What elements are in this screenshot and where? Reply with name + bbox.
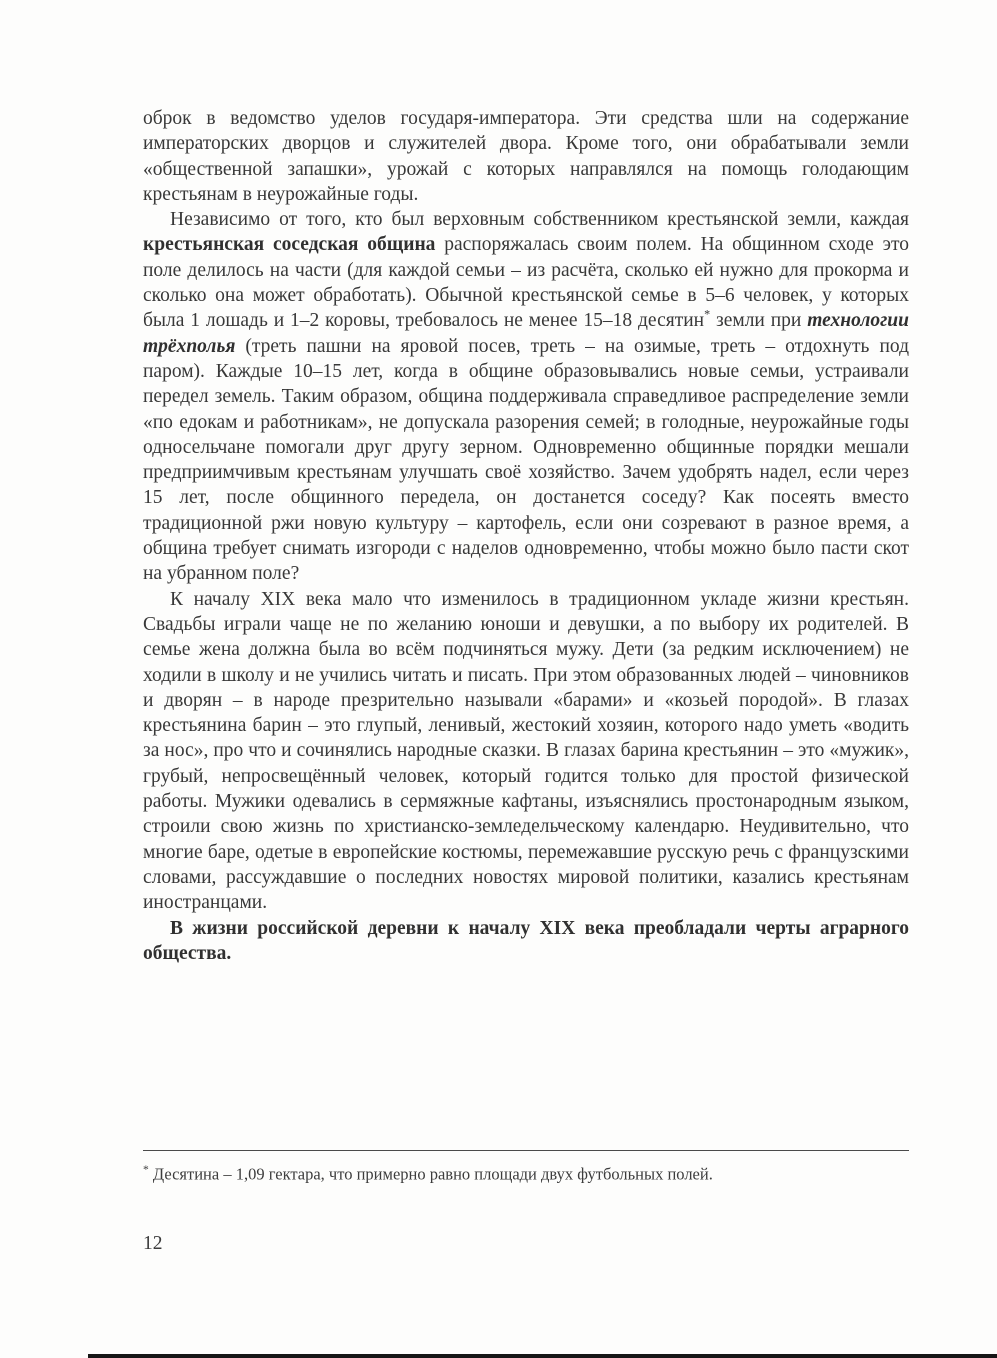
text-run: крестьянская соседская община <box>143 234 436 256</box>
scan-edge-shadow <box>88 1354 997 1358</box>
footnote <box>143 1160 909 1185</box>
footnote-text: Десятина – 1,09 гектара, что примерно равно площади двух футбольных полей. <box>148 1164 713 1184</box>
text-run: технологии трёхполья <box>143 310 909 357</box>
paragraph <box>143 106 909 207</box>
text-block <box>143 106 909 966</box>
text-run: К началу XIX века мало что изменилось в традиционном укладе жизни крестьян. Свадьбы играли чаще не по желанию юноши и девушки, а по выбору их родителей. В семье жена должна была во всём подчиняться мужу. Дети (за редким исключением) не ходили в школу и не учились читать и писать. При этом образованных людей – чиновников и дворян – в народе презрительно называли «барами» и «козьей породой». В глазах крестьянина барин – это глупый, ленивый, жестокий хозяин, которого надо уметь «водить за нос», про что и сочинялись народные сказки. В глазах барина крестьянин – это «мужик», грубый, непросвещённый человек, который годится только для простой физической работы. Мужики одевались в сермяжные кафтаны, изъяснялись простонародным языком, строили свою жизнь по христианско-земледельческому календарю. Неудивительно, что многие баре, одетые в европейские костюмы, перемежавшие русскую речь с французскими словами, рассуждавшие о последних новостях мировой политики, казались крестьянам иностранцами. <box>143 588 909 914</box>
footnote-divider <box>143 1150 909 1151</box>
text-run: оброк в ведомство уделов государя-императора. Эти средства шли на содержание императорских дворцов и служителей двора. Кроме того, они обрабатывали земли «общественной запашки», урожай с которых направлялся на помощь голодающим крестьянам в неурожайные годы. <box>143 108 909 205</box>
footnote-marker: * <box>143 1164 149 1176</box>
text-run: В жизни российской деревни к началу XIX века преобладали черты аграрного общества. <box>143 917 909 964</box>
paragraph <box>143 207 909 586</box>
page-number: 12 <box>143 1233 163 1254</box>
text-run: Независимо от того, кто был верховным собственником крестьянской земли, каждая <box>170 209 909 231</box>
text-run: * <box>704 307 711 322</box>
footnote-area <box>143 1150 909 1185</box>
paragraph <box>143 916 909 967</box>
text-run: (треть пашни на яровой посев, треть – на озимые, треть – отдохнуть под паром). Каждые 10–15 лет, когда в общине образовывались новые семьи, устраивали передел земель. Таким образом, община поддерживала справедливое распределение земли «по едокам и работникам», не допускала разорения семей; в голодные, неурожайные годы односельчане помогали друг другу зерном. Одновременно общинные порядки мешали предприимчивым крестьянам улучшать своё хозяйство. Зачем удобрять надел, если через 15 лет, после общинного передела, он достанется соседу? Как посеять вместо традиционной ржи новую культуру – картофель, если они созревают в разное время, а община требует снимать изгороди с наделов одновременно, чтобы можно было пасти скот на убранном поле? <box>143 335 909 585</box>
text-run: земли при <box>710 310 808 332</box>
paragraph <box>143 587 909 916</box>
text-run: распоряжалась своим полем. На общинном сходе это поле делилось на части (для каждой семьи – из расчёта, сколько ей нужно для прокорма и сколько она может обработать). Обычной крестьянской семье в 5–6 человек, у которых была 1 лошадь и 1–2 коровы, требовалось не менее 15–18 десятин <box>143 234 909 332</box>
